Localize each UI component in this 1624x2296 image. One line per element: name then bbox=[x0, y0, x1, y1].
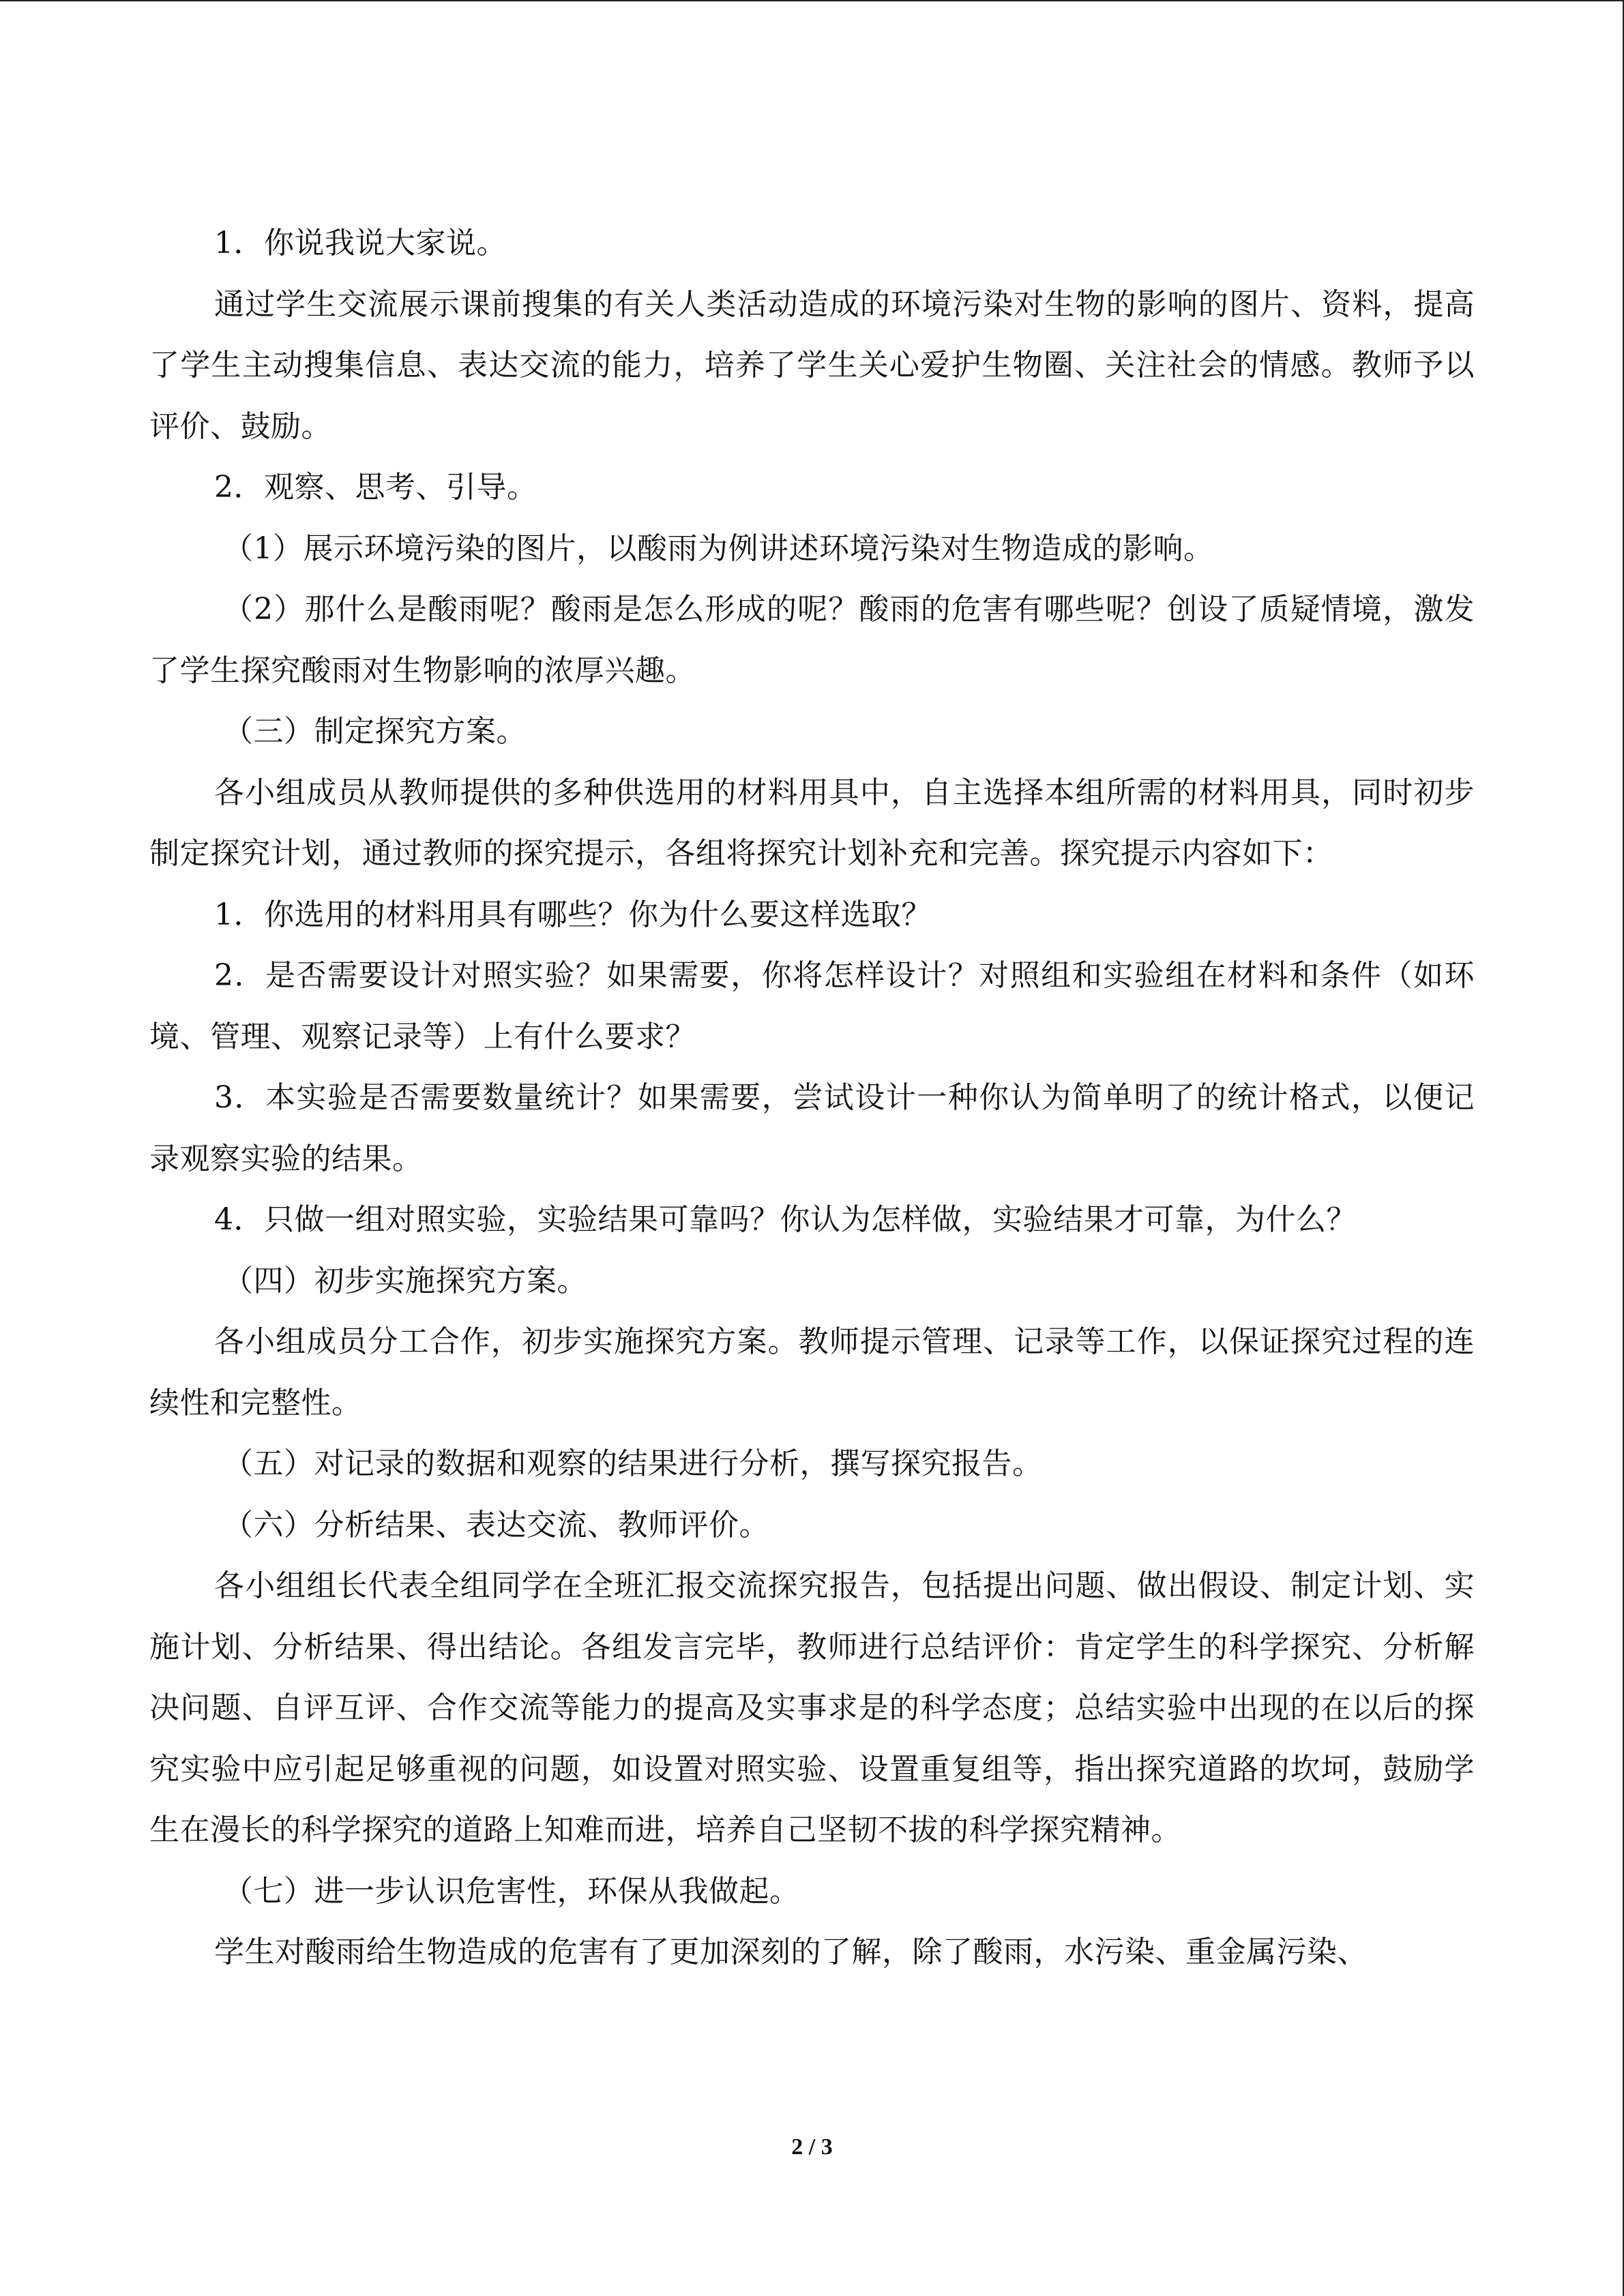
page-number: 2 / 3 bbox=[791, 2134, 833, 2160]
section-heading: （四）初步实施探究方案。 bbox=[223, 1263, 587, 1298]
paragraph: 4．只做一组对照实验，实验结果可靠吗？你认为怎样做，实验结果才可靠，为什么？ bbox=[214, 1202, 1357, 1237]
section-heading: （七）进一步认识危害性，环保从我做起。 bbox=[223, 1873, 800, 1909]
paragraph: 各小组组长代表全组同学在全班汇报交流探究报告，包括提出问题、做出假设、制定计划、实施计划、分析结果、得出结论。各组发言完毕，教师进行总结评价：肯定学生的科学探究、分析解决问题、自评互评、合作交流等能力的提高及实事求是的科学态度；总结实验中出现的在以后的探究实验中应引起足够重视的问题，如设置对照实验、设置重复组等，指出探究道路的坎坷，鼓励学生在漫长的科学探究的道路上知难而进，培养自己坚韧不拔的科学探究精神。 bbox=[149, 1568, 1475, 1847]
section-heading: （六）分析结果、表达交流、教师评价。 bbox=[223, 1507, 769, 1542]
paragraph: 各小组成员分工合作，初步实施探究方案。教师提示管理、记录等工作，以保证探究过程的连续性和完整性。 bbox=[149, 1324, 1475, 1420]
paragraph: （2）那什么是酸雨呢？酸雨是怎么形成的呢？酸雨的危害有哪些呢？创设了质疑情境，激发了学生探究酸雨对生物影响的浓厚兴趣。 bbox=[149, 592, 1475, 688]
paragraph: 2．是否需要设计对照实验？如果需要，你将怎样设计？对照组和实验组在材料和条件（如环境、管理、观察记录等）上有什么要求？ bbox=[149, 958, 1475, 1054]
section-heading: （三）制定探究方案。 bbox=[223, 714, 527, 749]
section-heading: （五）对记录的数据和观察的结果进行分析，撰写探究报告。 bbox=[223, 1446, 1043, 1481]
document-body bbox=[149, 213, 1475, 1983]
paragraph: 1．你说我说大家说。 bbox=[214, 226, 507, 260]
paragraph: 各小组成员从教师提供的多种供选用的材料用具中，自主选择本组所需的材料用具，同时初步制定探究计划，通过教师的探究提示，各组将探究计划补充和完善。探究提示内容如下： bbox=[149, 775, 1475, 871]
paragraph: 2．观察、思考、引导。 bbox=[214, 470, 537, 505]
paragraph: 学生对酸雨给生物造成的危害有了更加深刻的了解，除了酸雨，水污染、重金属污染、 bbox=[214, 1935, 1368, 1969]
paragraph: 通过学生交流展示课前搜集的有关人类活动造成的环境污染对生物的影响的图片、资料，提高了学生主动搜集信息、表达交流的能力，培养了学生关心爱护生物圈、关注社会的情感。教师予以评价、鼓励。 bbox=[149, 286, 1475, 444]
page-border-top bbox=[0, 0, 1624, 1]
paragraph: 3．本实验是否需要数量统计？如果需要，尝试设计一种你认为简单明了的统计格式，以便记录观察实验的结果。 bbox=[149, 1080, 1475, 1176]
paragraph: （1）展示环境污染的图片，以酸雨为例讲述环境污染对生物造成的影响。 bbox=[223, 531, 1214, 566]
paragraph: 1．你选用的材料用具有哪些？你为什么要这样选取？ bbox=[214, 897, 932, 932]
